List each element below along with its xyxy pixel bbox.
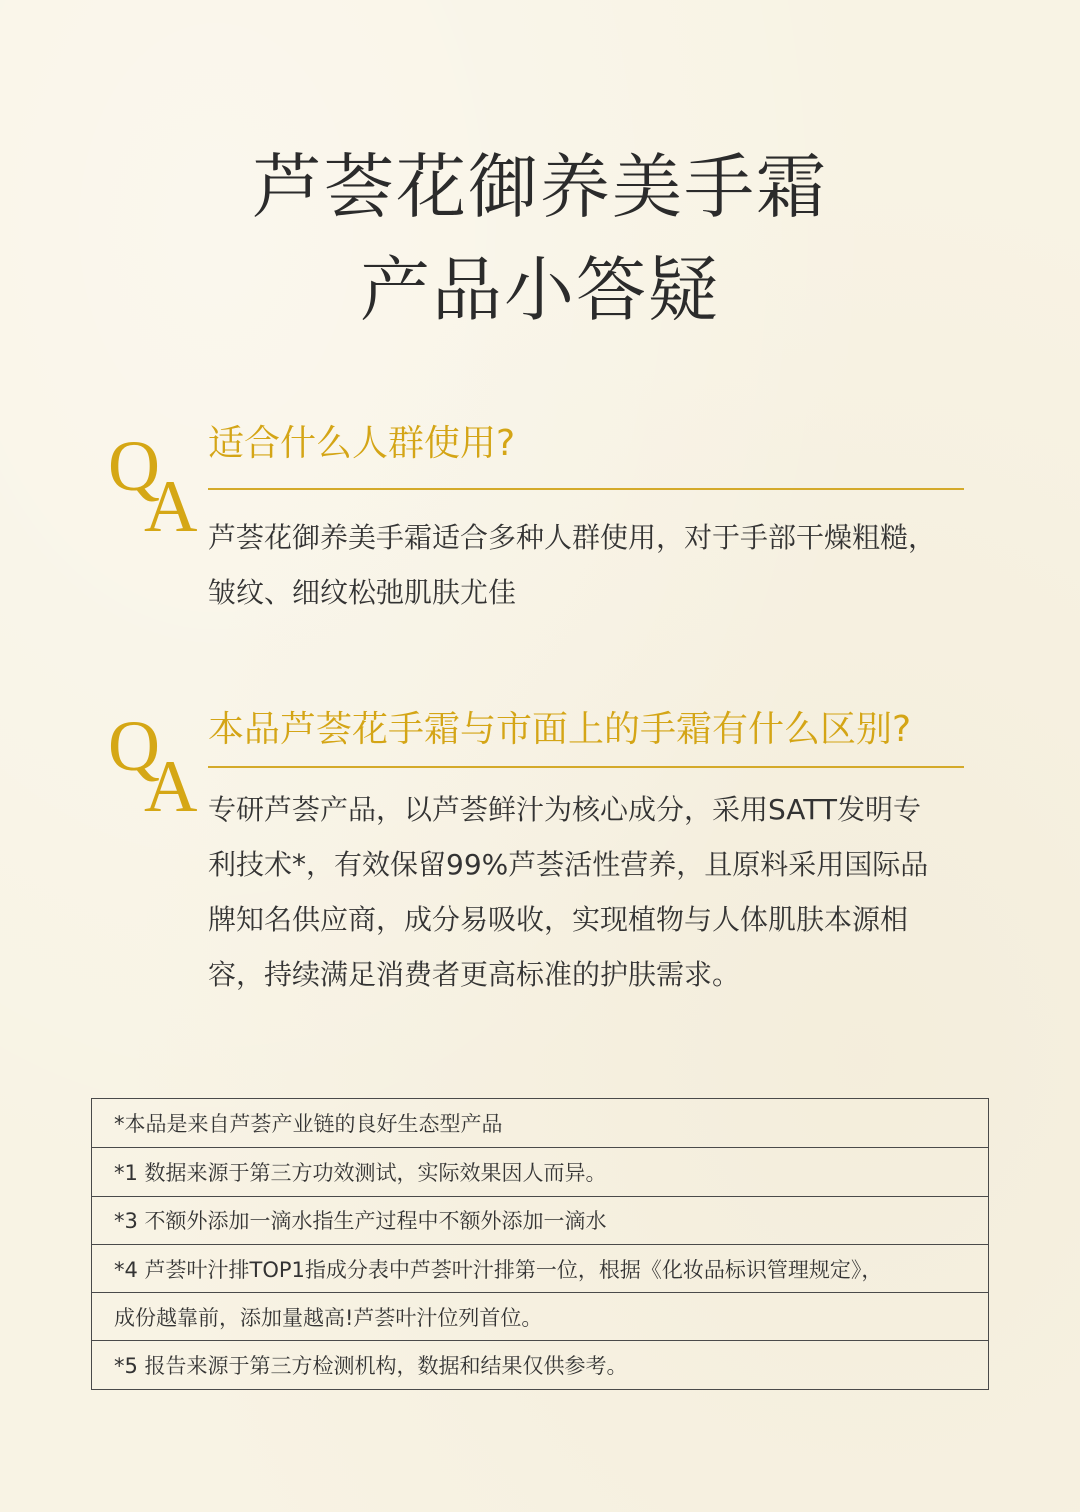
answer-line: 利技术*，有效保留99%芦荟活性营养，且原料采用国际品	[208, 848, 929, 881]
answer-line: 专研芦荟产品，以芦荟鲜汁为核心成分，采用SATT发明专	[208, 793, 921, 826]
answer-line: 牌知名供应商，成分易吸收，实现植物与人体肌肤本源相	[208, 903, 909, 936]
answer-line: 皱纹、细纹松弛肌肤尤佳	[208, 576, 517, 609]
footnotes-table	[91, 1098, 989, 1390]
answer-text	[208, 782, 983, 1002]
answer-line: 芦荟花御养美手霜适合多种人群使用，对于手部干燥粗糙，	[208, 521, 937, 554]
answer-line: 容，持续满足消费者更高标准的护肤需求。	[208, 958, 741, 991]
footnote-row: *3 不额外添加一滴水指生产过程中不额外添加一滴水	[92, 1196, 988, 1244]
footnote-row: *5 报告来源于第三方检测机构，数据和结果仅供参考。	[92, 1340, 988, 1388]
question-divider	[208, 488, 964, 490]
answer-text	[208, 510, 983, 620]
qa-logo-q: Q	[108, 426, 160, 506]
page-title-line1: 芦荟花御养美手霜	[252, 146, 828, 228]
footnote-row: *本品是来自芦荟产业链的良好生态型产品	[114, 1112, 503, 1137]
qa-logo-a: A	[144, 466, 198, 548]
footnote-row: *4 芦荟叶汁排TOP1指成分表中芦荟叶汁排第一位，根据《化妆品标识管理规定》，	[92, 1244, 988, 1292]
question-title: 适合什么人群使用?	[208, 423, 516, 464]
question-title: 本品芦荟花手霜与市面上的手霜有什么区别?	[208, 709, 912, 750]
qa-logo-a: A	[144, 746, 198, 828]
page-title-line2: 产品小答疑	[360, 249, 720, 331]
qa-logo-icon	[108, 706, 208, 828]
qa-logo-q: Q	[108, 706, 160, 786]
question-divider	[208, 766, 964, 768]
footnote-row: *1 数据来源于第三方功效测试，实际效果因人而异。	[92, 1147, 988, 1195]
footnote-row: 成份越靠前，添加量越高!芦荟叶汁位列首位。	[92, 1292, 988, 1340]
qa-logo-icon	[108, 426, 208, 548]
